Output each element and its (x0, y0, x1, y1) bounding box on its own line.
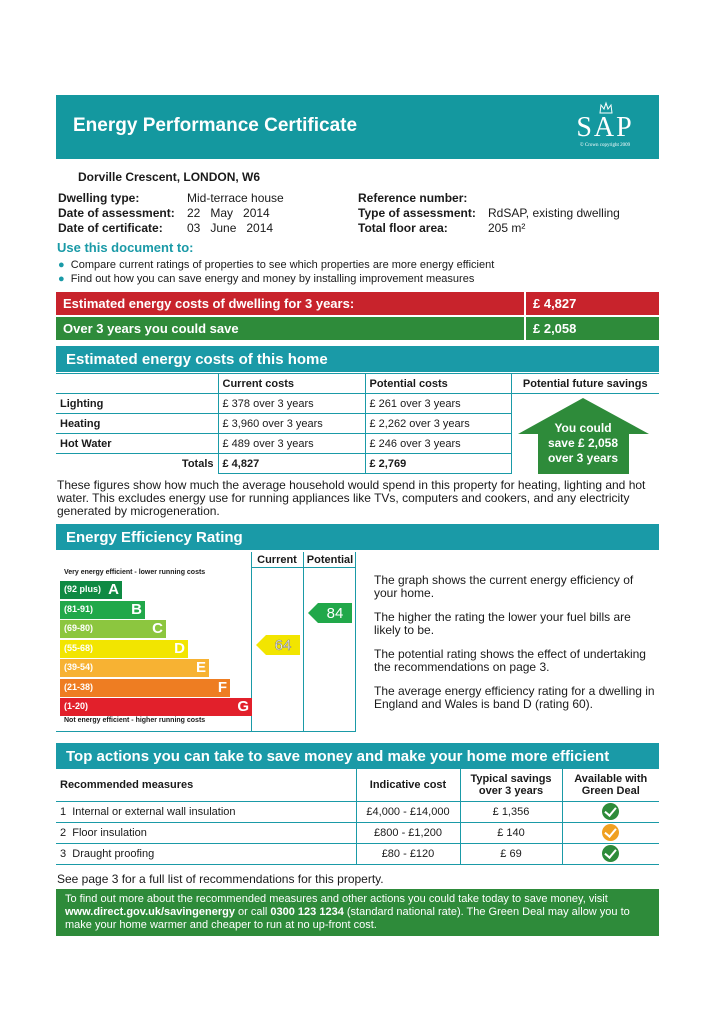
inefficient-note: Not energy efficient - higher running costs (64, 717, 206, 724)
assessment-type-value: RdSAP, existing dwelling (488, 206, 620, 220)
dwelling-type-value: Mid-terrace house (187, 191, 284, 205)
certificate-date-label: Date of certificate: (58, 221, 163, 235)
savings-arrow-line: over 3 years (547, 451, 619, 465)
savings-label: Over 3 years you could save (63, 321, 239, 336)
col-green-deal: Available with Green Deal (562, 769, 659, 801)
band-letter: G (237, 698, 249, 715)
green-deal-cell (562, 822, 659, 843)
property-address: Dorville Crescent, LONDON, W6 (78, 170, 261, 184)
footer-info-box (56, 889, 659, 936)
potential-cost: £ 261 over 3 years (365, 394, 511, 414)
measure-number: 2 (60, 826, 67, 839)
col-current-rating: Current (257, 554, 297, 566)
footer-line: make your home warmer and cheaper to run at no up-front cost. (65, 919, 377, 931)
current-cost: £ 378 over 3 years (218, 394, 365, 414)
estimated-costs-bar (56, 292, 659, 315)
assessment-date-value: 22 May 2014 (187, 206, 270, 220)
footer-phone: 0300 123 1234 (270, 906, 344, 918)
measure-savings: £ 140 (460, 822, 562, 843)
measure-savings: £ 1,356 (460, 801, 562, 822)
floor-area-label: Total floor area: (358, 221, 448, 235)
band-range: (55-68) (64, 642, 94, 653)
total-potential: £ 2,769 (365, 454, 511, 474)
efficiency-text: The potential rating shows the effect of undertaking the recommendations on page 3. (374, 647, 646, 674)
costs-note: These figures show how much the average household would spend in this property for heating, lighting and hot water. This excludes energy use for running appliances like TVs, computers and cookers, and any electricity generated by microgeneration. (57, 478, 646, 518)
bullet-text: Compare current ratings of properties to see which properties are more energy efficient (70, 259, 495, 271)
efficiency-section-heading: Energy Efficiency Rating (56, 524, 659, 550)
table-row (56, 843, 659, 864)
rating-band-f (60, 679, 230, 697)
band-letter: C (152, 620, 163, 637)
current-rating-value: 64 (274, 637, 292, 654)
savings-arrow-cell (511, 394, 659, 474)
measure-name: Internal or external wall insulation (72, 805, 236, 818)
efficiency-chart (56, 552, 356, 732)
efficient-note: Very energy efficient - lower running costs (64, 569, 206, 576)
band-letter: B (131, 600, 142, 618)
rating-band-b (60, 601, 145, 619)
col-typical-savings: Typical savings over 3 years (460, 769, 562, 801)
green-deal-cell (562, 801, 659, 822)
col-future-savings: Potential future savings (511, 374, 659, 394)
row-label: Lighting (56, 394, 218, 414)
col-potential-rating: Potential (306, 554, 354, 566)
band-range: (1-20) (64, 701, 89, 711)
rating-band-a (60, 581, 122, 599)
band-range: (81-91) (64, 603, 94, 614)
rating-band-e (60, 659, 209, 677)
current-rating-marker (256, 635, 300, 658)
band-letter: E (195, 659, 206, 676)
certificate-header (56, 95, 659, 159)
bullet-icon: ● (58, 273, 65, 285)
assessment-type-label: Type of assessment: (358, 206, 476, 220)
rating-band-c (60, 620, 166, 638)
potential-cost: £ 246 over 3 years (365, 434, 511, 454)
certificate-date-value: 03 June 2014 (187, 221, 274, 235)
band-range: (92 plus) (64, 584, 102, 594)
measure-cost: £80 - £120 (356, 843, 460, 864)
efficiency-description (374, 574, 659, 711)
check-icon (602, 824, 619, 841)
potential-rating-marker (308, 603, 352, 626)
savings-value: £ 2,058 (524, 317, 659, 340)
band-letter: A (108, 581, 119, 598)
see-page-note: See page 3 for a full list of recommendations for this property. (57, 872, 384, 886)
efficiency-text: The graph shows the current energy efficiency of your home. (374, 573, 634, 600)
col-indicative-cost: Indicative cost (356, 769, 460, 801)
efficiency-text: The average energy efficiency rating for a dwelling in England and Wales is band D (rating 60). (374, 684, 655, 711)
footer-line (65, 906, 650, 919)
measure-name: Draught proofing (72, 847, 155, 860)
dwelling-type-label: Dwelling type: (58, 191, 140, 205)
use-document-bullet (58, 259, 494, 271)
col-recommended-measures: Recommended measures (56, 769, 356, 801)
row-label: Heating (56, 414, 218, 434)
measure-cell (56, 801, 356, 822)
band-letter: D (174, 639, 185, 657)
band-range: (39-54) (64, 662, 94, 672)
col-potential-costs: Potential costs (365, 374, 511, 394)
costs-header-blank (56, 374, 218, 394)
actions-section-heading: Top actions you can take to save money and make your home more efficient (56, 743, 659, 769)
chart-divider (303, 552, 304, 732)
efficiency-text: The higher the rating the lower your fuel bills are likely to be. (374, 610, 631, 637)
footer-text: (standard national rate). The Green Deal may allow you to (343, 906, 630, 918)
table-row (56, 801, 659, 822)
band-letter: F (217, 678, 227, 696)
page-title: Energy Performance Certificate (73, 115, 358, 136)
sap-logo-text: SAP (576, 112, 634, 143)
table-row (56, 822, 659, 843)
current-cost: £ 489 over 3 years (218, 434, 365, 454)
table-row (56, 394, 659, 414)
footer-text: or call (234, 906, 271, 918)
green-deal-cell (562, 843, 659, 864)
totals-label: Totals (56, 454, 218, 474)
rating-band-g (60, 698, 252, 716)
assessment-date-label: Date of assessment: (58, 206, 175, 220)
costs-section-heading: Estimated energy costs of this home (56, 346, 659, 372)
measure-number: 3 (60, 847, 67, 860)
crown-icon (599, 101, 613, 115)
bullet-icon: ● (58, 259, 65, 271)
use-document-heading: Use this document to: (57, 240, 194, 255)
savings-arrow-text (516, 421, 651, 466)
measure-savings: £ 69 (460, 843, 562, 864)
savings-arrow-line: save £ 2,058 (547, 436, 619, 450)
potential-rating-value: 84 (326, 605, 344, 622)
estimated-costs-label: Estimated energy costs of dwelling for 3 years: (63, 296, 355, 311)
check-icon (602, 845, 619, 862)
footer-url-link[interactable]: www.direct.gov.uk/savingenergy (65, 906, 235, 918)
measure-cost: £800 - £1,200 (356, 822, 460, 843)
band-range: (21-38) (64, 681, 94, 692)
measure-cost: £4,000 - £14,000 (356, 801, 460, 822)
measure-number: 1 (60, 805, 67, 818)
recommendations-table (56, 769, 659, 865)
logo-copyright: © Crown copyright 2009 (579, 143, 631, 148)
floor-area-value: 205 m² (488, 221, 526, 235)
sap-logo (565, 101, 645, 153)
chart-divider (251, 567, 356, 568)
check-icon (602, 803, 619, 820)
footer-line: To find out more about the recommended measures and other actions you could take today to save money, visit (65, 893, 608, 905)
savings-arrow-line: You could (554, 421, 612, 435)
col-current-costs: Current costs (218, 374, 365, 394)
current-cost: £ 3,960 over 3 years (218, 414, 365, 434)
rating-band-d (60, 640, 188, 658)
reference-label: Reference number: (358, 191, 468, 205)
measure-cell (56, 822, 356, 843)
estimated-costs-value: £ 4,827 (524, 292, 659, 315)
potential-cost: £ 2,262 over 3 years (365, 414, 511, 434)
savings-bar (56, 317, 659, 340)
total-current: £ 4,827 (218, 454, 365, 474)
costs-table (56, 373, 659, 474)
measure-cell (56, 843, 356, 864)
row-label: Hot Water (56, 434, 218, 454)
use-document-bullet (58, 273, 474, 285)
measure-name: Floor insulation (72, 826, 147, 839)
bullet-text: Find out how you can save energy and money by installing improvement measures (70, 273, 475, 285)
band-range: (69-80) (64, 623, 94, 633)
